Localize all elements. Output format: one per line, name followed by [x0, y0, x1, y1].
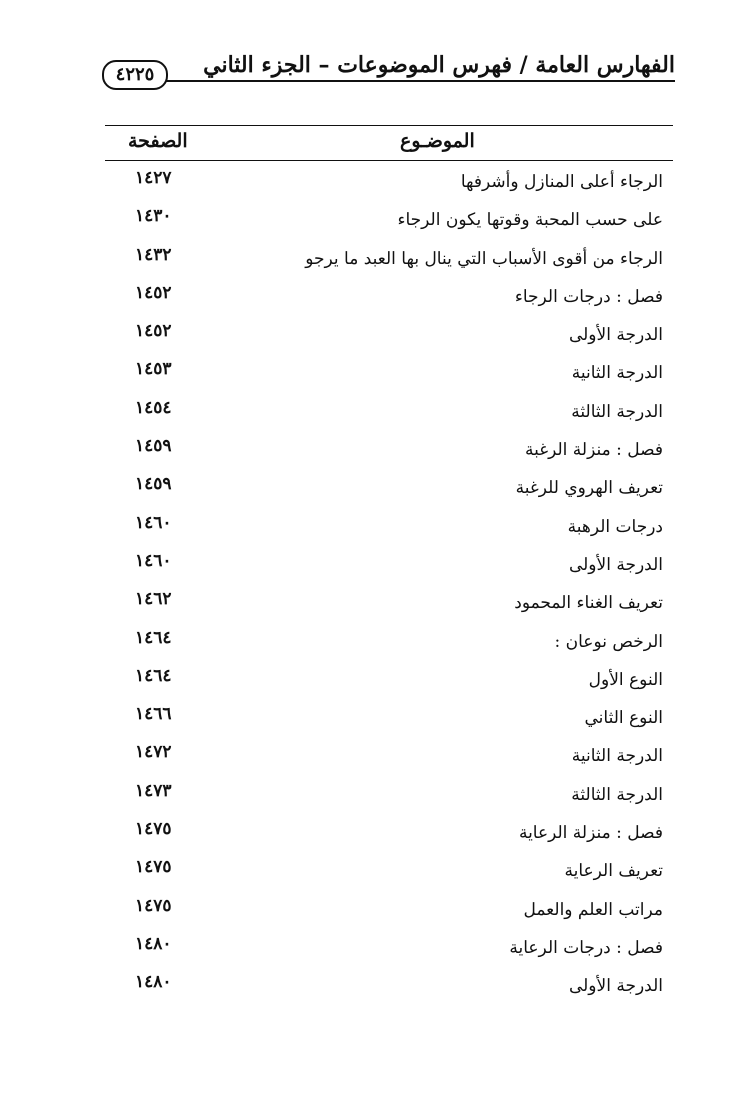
toc-entry	[105, 472, 673, 510]
toc-entry-topic: الرخص نوعان :	[554, 631, 663, 652]
toc-entry-topic: تعريف الهروي للرغبة	[515, 478, 663, 499]
toc-entry	[105, 894, 673, 932]
toc-entry-topic: النوع الأول	[588, 669, 663, 690]
toc-entry	[105, 855, 673, 893]
toc-entry	[105, 243, 673, 281]
toc-entry-page: ١٤٧٥	[135, 857, 172, 878]
toc-entry	[105, 511, 673, 549]
toc-entry-topic: الدرجة الثالثة	[571, 401, 663, 422]
toc-entry	[105, 357, 673, 395]
page-header	[100, 52, 675, 92]
toc-entry	[105, 281, 673, 319]
toc-entry-topic: تعريف الرعاية	[564, 861, 663, 882]
page-number-badge: ٤٢٢٥	[102, 60, 168, 90]
toc-entry-page: ١٤٥٣	[135, 359, 172, 380]
toc-entry	[105, 204, 673, 242]
toc-entry	[105, 396, 673, 434]
toc-entry	[105, 166, 673, 204]
toc-entry-page: ١٤٦٤	[135, 627, 172, 648]
toc-entry-page: ١٤٣٢	[135, 244, 172, 265]
toc-entry-page: ١٤٥٢	[135, 282, 172, 303]
toc-entry	[105, 970, 673, 1008]
toc-entry-page: ١٤٥٢	[135, 321, 172, 342]
toc-entry-topic: الدرجة الثانية	[571, 363, 663, 384]
toc-entry-topic: فصل : درجات الرعاية	[509, 937, 663, 958]
toc-entry-page: ١٤٦٦	[135, 704, 172, 725]
running-title: الفهارس العامة / فهرس الموضوعات – الجزء الثاني	[203, 52, 675, 78]
toc-entry-topic: على حسب المحبة وقوتها يكون الرجاء	[397, 210, 663, 231]
toc-entry-topic: النوع الثاني	[584, 708, 663, 729]
column-header-top-rule	[105, 125, 673, 126]
toc-entry-topic: الدرجة الأولى	[568, 325, 663, 346]
toc-entry-topic: مراتب العلم والعمل	[523, 899, 663, 920]
toc-entry-topic: فصل : درجات الرجاء	[514, 286, 663, 307]
toc-entry-topic: الدرجة الأولى	[568, 976, 663, 997]
toc-entry-page: ١٤٦٢	[135, 589, 172, 610]
toc-entry-page: ١٤٦٤	[135, 665, 172, 686]
toc-entry-page: ١٤٧٥	[135, 819, 172, 840]
toc-entry-topic: الرجاء أعلى المنازل وأشرفها	[460, 172, 663, 192]
toc-entry	[105, 319, 673, 357]
header-rule	[166, 80, 675, 82]
toc-entry	[105, 779, 673, 817]
toc-entry-page: ١٤٥٩	[135, 436, 172, 457]
page-column-header: الصفحة	[128, 130, 188, 152]
toc-entry-page: ١٤٥٩	[135, 474, 172, 495]
toc-entry	[105, 932, 673, 970]
toc-entry	[105, 740, 673, 778]
toc-entry-page: ١٤٥٤	[135, 397, 172, 418]
toc-entry-page: ١٤٣٠	[135, 206, 172, 227]
toc-entry	[105, 626, 673, 664]
column-header-bottom-rule	[105, 160, 673, 161]
toc-entry	[105, 587, 673, 625]
toc-entry	[105, 817, 673, 855]
toc-list	[105, 166, 673, 1009]
toc-entry-page: ١٤٧٢	[135, 742, 172, 763]
toc-entry-topic: الدرجة الأولى	[568, 554, 663, 575]
toc-entry-page: ١٤٦٠	[135, 550, 172, 571]
toc-entry-topic: الدرجة الثانية	[571, 746, 663, 767]
toc-entry-page: ١٤٨٠	[135, 972, 172, 993]
topic-column-header: الموضـوع	[400, 130, 475, 152]
toc-entry-topic: فصل : منزلة الرعاية	[518, 823, 663, 844]
toc-entry-topic: تعريف الغناء المحمود	[514, 593, 663, 614]
toc-entry	[105, 702, 673, 740]
toc-entry-page: ١٤٦٠	[135, 512, 172, 533]
toc-entry	[105, 549, 673, 587]
toc-entry-topic: الرجاء من أقوى الأسباب التي ينال بها العبد ما يرجو	[305, 248, 663, 269]
toc-entry-topic: الدرجة الثالثة	[571, 784, 663, 805]
toc-entry-topic: فصل : منزلة الرغبة	[524, 440, 663, 461]
toc-entry-page: ١٤٢٧	[135, 168, 172, 188]
toc-entry	[105, 434, 673, 472]
toc-entry-topic: درجات الرهبة	[567, 516, 663, 537]
toc-entry-page: ١٤٧٥	[135, 895, 172, 916]
toc-entry-page: ١٤٨٠	[135, 933, 172, 954]
toc-entry-page: ١٤٧٣	[135, 780, 172, 801]
toc-entry	[105, 664, 673, 702]
